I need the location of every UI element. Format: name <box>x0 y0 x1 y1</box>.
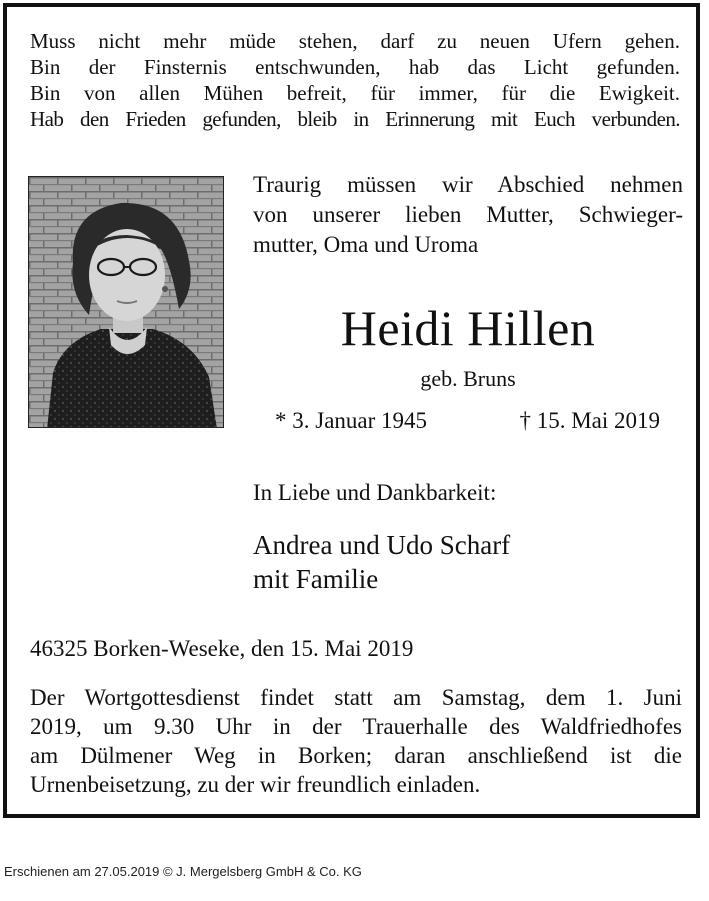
place-and-date: 46325 Borken-Weseke, den 15. Mai 2019 <box>30 636 414 661</box>
poem-line: Muss nicht mehr müde stehen, darf zu neuen Ufern gehen. <box>30 29 680 53</box>
service-line: Urnenbeisetzung, zu der wir freundlich einladen. <box>30 772 481 797</box>
mourners-intro: In Liebe und Dankbarkeit: <box>253 480 497 505</box>
death-date: † 15. Mai 2019 <box>519 408 660 433</box>
service-line: 2019, um 9.30 Uhr in der Trauerhalle des Waldfriedhofes <box>30 714 682 739</box>
poem-line: Bin der Finsternis entschwunden, hab das Licht gefunden. <box>30 55 680 79</box>
funeral-service-info <box>30 683 682 799</box>
farewell-intro <box>253 170 683 260</box>
intro-line: mutter, Oma und Uroma <box>253 232 479 257</box>
mourners-line: mit Familie <box>253 564 379 594</box>
service-line: am Dülmener Weg in Borken; daran anschließend ist die <box>30 743 682 768</box>
publication-footer: Erschienen am 27.05.2019 © J. Mergelsberg GmbH & Co. KG <box>4 864 362 879</box>
deceased-name: Heidi Hillen <box>340 300 596 356</box>
mourners-names <box>253 528 510 596</box>
maiden-name: geb. Bruns <box>420 366 516 391</box>
birth-date: * 3. Januar 1945 <box>275 408 428 433</box>
service-line: Der Wortgottesdienst findet statt am Samstag, dem 1. Juni <box>30 685 682 710</box>
mourners-line: Andrea und Udo Scharf <box>253 530 511 560</box>
poem-line: Bin von allen Mühen befreit, für immer, für die Ewigkeit. <box>30 81 680 105</box>
poem-line: Hab den Frieden gefunden, bleib in Erinnerung mit Euch verbunden. <box>30 107 680 131</box>
portrait-photo <box>28 176 224 428</box>
memorial-poem <box>30 28 680 132</box>
intro-line: Traurig müssen wir Abschied nehmen <box>253 172 683 197</box>
intro-line: von unserer lieben Mutter, Schwieger- <box>253 202 683 227</box>
